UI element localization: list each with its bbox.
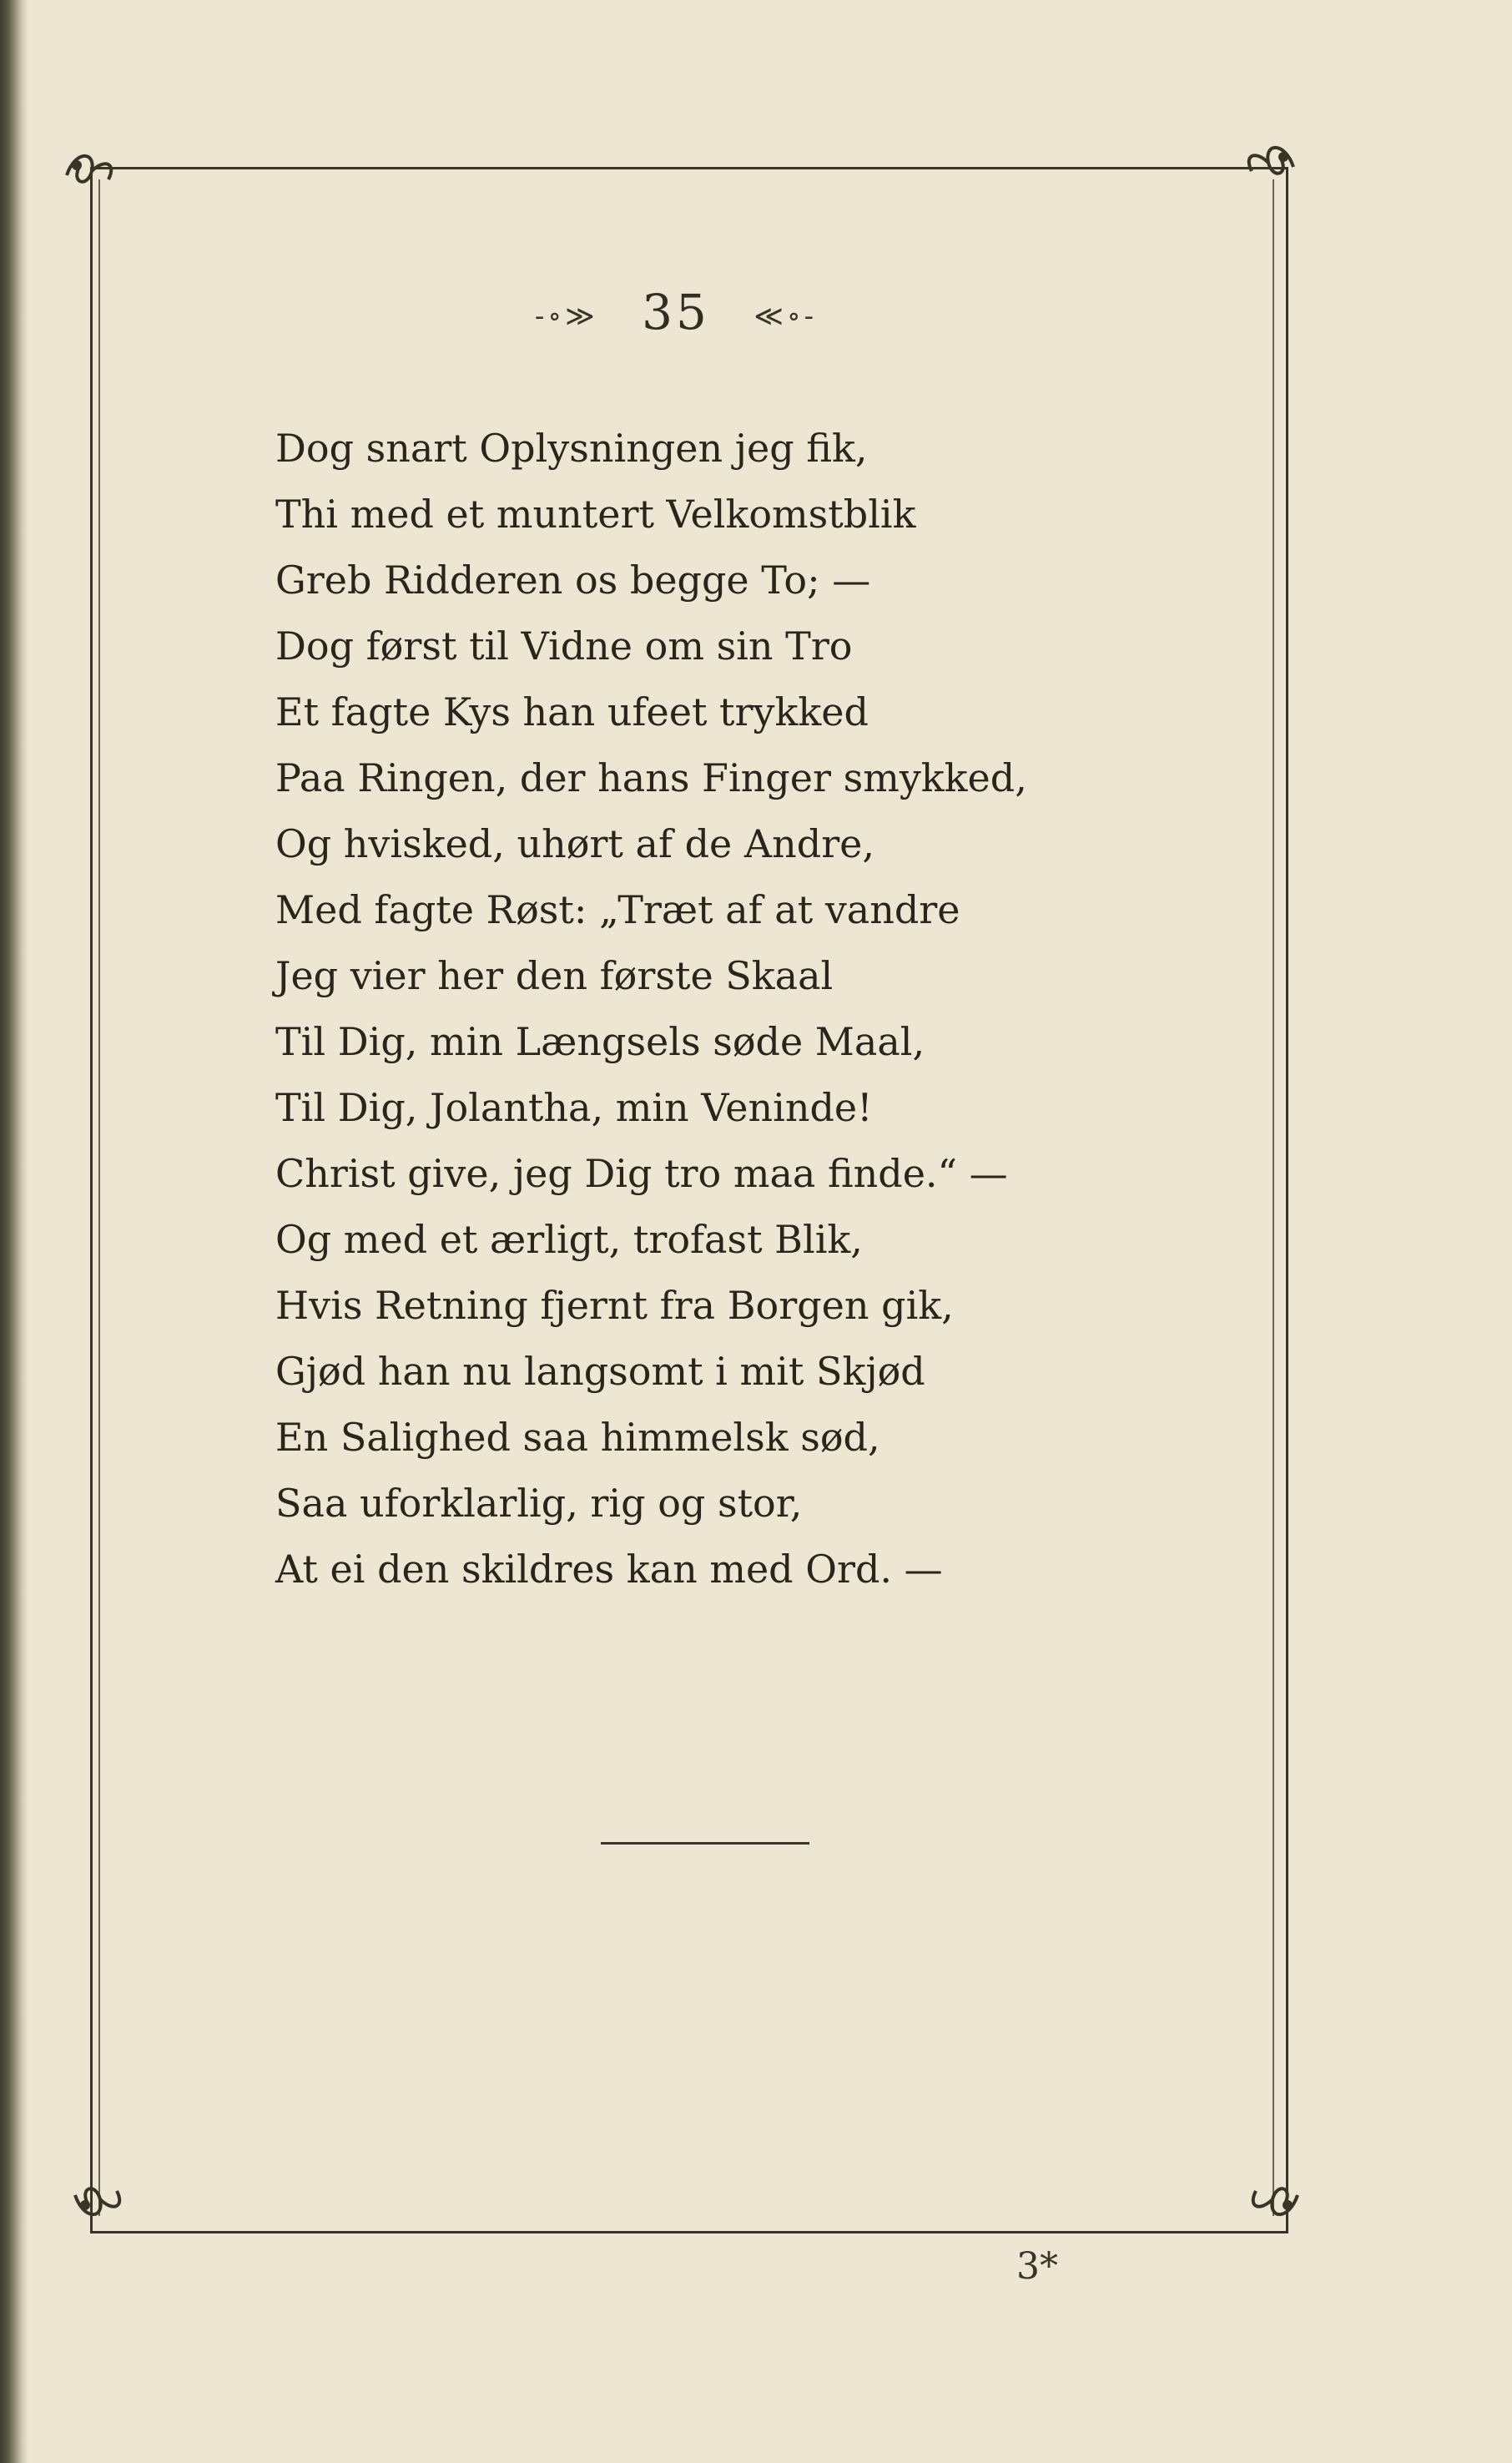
poem-line: Og med et ærligt, trofast Blik, [275, 1217, 863, 1262]
page-header [0, 284, 1352, 341]
poem-line: Dog snart Oplysningen jeg fik, [275, 426, 868, 471]
corner-ornament-top-left-icon [58, 142, 134, 209]
poem-line: Til Dig, Jolantha, min Veninde! [275, 1085, 873, 1130]
poem-text [275, 416, 1110, 1602]
poem-line: Dog først til Vidne om sin Tro [275, 623, 853, 669]
section-end-rule [601, 1842, 809, 1845]
poem-line: Hvis Retning fjernt fra Borgen gik, [275, 1283, 954, 1328]
signature-mark: 3* [1016, 2245, 1058, 2288]
poem-line: Saa uforklarlig, rig og stor, [275, 1481, 803, 1526]
corner-ornament-top-right-icon [1227, 134, 1302, 200]
poem-line: En Salighed saa himmelsk sød, [275, 1415, 880, 1460]
poem-line: At ei den skildres kan med Ord. — [275, 1547, 943, 1592]
book-spine-edge [0, 0, 28, 2463]
poem-line: Gjød han nu langsomt i mit Skjød [275, 1349, 925, 1394]
poem-line: Et fagte Kys han ufeet trykked [275, 689, 869, 734]
poem-line: Med fagte Røst: „Træt af at vandre [275, 887, 960, 932]
header-flourish-right-icon: ≪∘- [753, 299, 818, 333]
poem-line: Christ give, jeg Dig tro maa finde.“ — [275, 1151, 1008, 1196]
header-flourish-left-icon: -∘≫ [534, 299, 598, 333]
poem-line: Jeg vier her den første Skaal [275, 953, 834, 998]
corner-ornament-bottom-left-icon [67, 2162, 142, 2228]
poem-line: Til Dig, min Længsels søde Maal, [275, 1019, 925, 1064]
poem-line: Greb Ridderen os begge To; — [275, 558, 871, 603]
poem-line: Thi med et muntert Velkomstblik [275, 492, 916, 537]
poem-line: Og hvisked, uhørt af de Andre, [275, 821, 875, 866]
poem-line: Paa Ringen, der hans Finger smykked, [275, 755, 1027, 800]
page-number: 35 [642, 284, 710, 341]
corner-ornament-bottom-right-icon [1231, 2162, 1306, 2228]
